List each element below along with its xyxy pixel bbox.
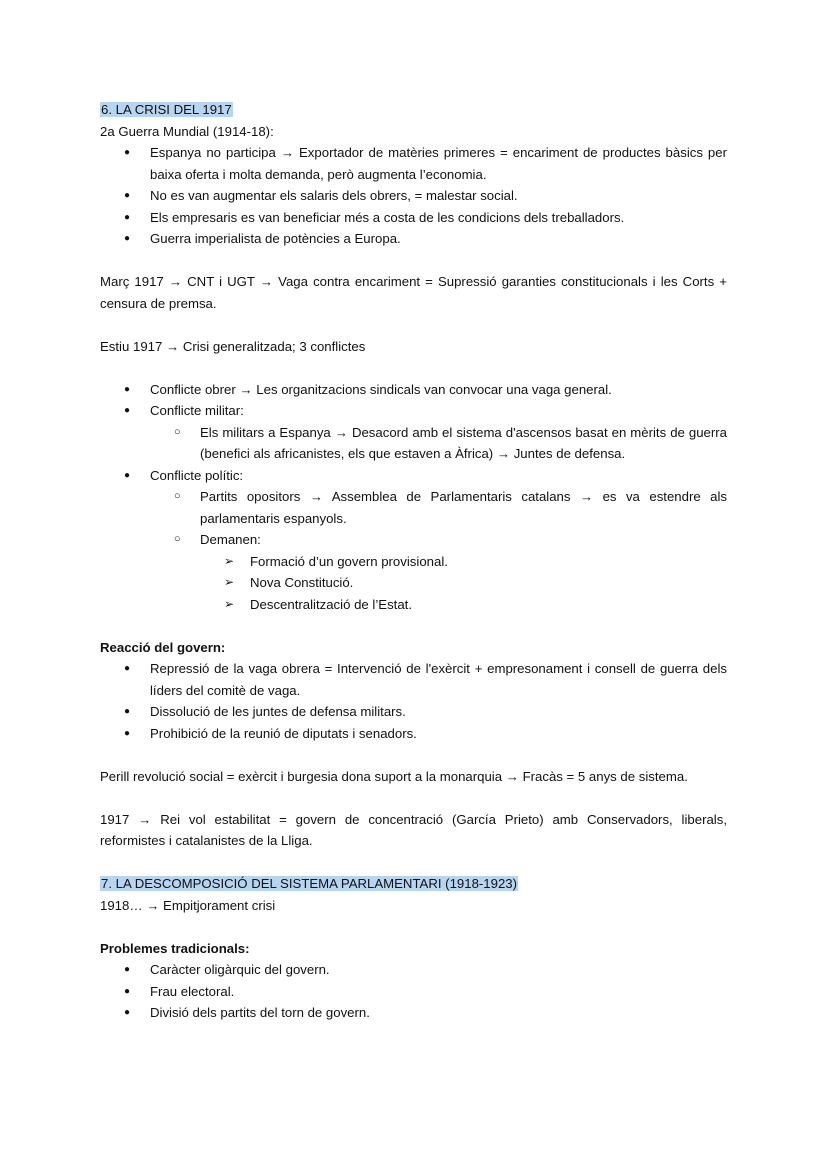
reaction-heading: Reacció del govern: <box>100 639 226 655</box>
section-6-title: 6. LA CRISI DEL 1917 <box>101 102 232 117</box>
list-item: ● Conflicte polític: <box>100 465 727 487</box>
list-item: ○ Partits opositors → Assemblea de Parlamentaris catalans → es va estendre als parlamentaris espanyols. <box>100 486 727 529</box>
section-6-heading <box>100 99 727 121</box>
bullet-icon: ● <box>124 727 131 739</box>
ww-intro: 2a Guerra Mundial (1914-18): <box>100 123 274 139</box>
list-item: ➢ Nova Constitució. <box>100 572 727 594</box>
crisis-intro: 1918… → Empitjorament crisi <box>100 897 276 913</box>
circle-bullet-icon: ○ <box>174 533 181 545</box>
conflicts-list-cont <box>100 465 727 487</box>
list-item: ● Espanya no participa → Exportador de matèries primeres = encariment de productes bàsics per baixa oferta i molta demanda, però augmenta l’economia. <box>100 142 727 185</box>
arrow-bullet-icon: ➢ <box>224 596 235 611</box>
reaction-list <box>100 658 727 744</box>
problems-heading: Problemes tradicionals: <box>100 940 250 956</box>
bullet-icon: ● <box>124 233 131 244</box>
list-item: ● Els empresaris es van beneficiar més a costa de les condicions dels treballadors. <box>100 207 727 229</box>
circle-bullet-icon: ○ <box>174 490 181 502</box>
arrow-bullet-icon: ➢ <box>224 575 235 589</box>
demands-list <box>100 551 727 616</box>
arrow-bullet-icon: ➢ <box>224 553 235 568</box>
list-item: ● Conflicte obrer → Les organitzacions sindicals van convocar una vaga general. <box>100 379 727 401</box>
list-item: ● Caràcter oligàrquic del govern. <box>100 959 727 981</box>
list-item: ● Guerra imperialista de potències a Europa. <box>100 228 727 250</box>
bullet-icon: ● <box>124 706 131 717</box>
ww-list <box>100 142 727 250</box>
conflicts-list <box>100 379 727 422</box>
bullet-icon: ● <box>124 469 131 481</box>
summer-1917-paragraph: Estiu 1917 → Crisi generalitzada; 3 conflictes <box>100 338 366 354</box>
bullet-icon: ● <box>124 405 131 416</box>
list-item: ● Divisió dels partits del torn de govern. <box>100 1002 727 1024</box>
danger-paragraph: Perill revolució social = exèrcit i burgesia dona suport a la monarquia → Fracàs = 5 anys de sistema. <box>100 768 688 784</box>
list-item: ● Repressió de la vaga obrera = Intervenció de l'exèrcit + empresonament i consell de guerra dels líders del comitè de vaga. <box>100 658 727 701</box>
bullet-icon: ● <box>124 964 131 975</box>
list-item: ➢ Formació d’un govern provisional. <box>100 551 727 573</box>
list-item: ● Conflicte militar: <box>100 400 727 422</box>
list-item: ● No es van augmentar els salaris dels obrers, = malestar social. <box>100 185 727 207</box>
list-item: ● Prohibició de la reunió de diputats i senadors. <box>100 723 727 745</box>
military-sublist <box>100 422 727 465</box>
document-content <box>100 99 727 1024</box>
section-7-heading <box>100 873 727 895</box>
bullet-icon: ● <box>124 663 131 674</box>
king-paragraph: 1917 → Rei vol estabilitat = govern de concentració (García Prieto) amb Conservadors, liberals, reformistes i catalanistes de la Lliga. <box>100 811 727 848</box>
list-item: ○ Demanen: <box>100 529 727 551</box>
bullet-icon: ● <box>124 383 131 395</box>
political-sublist <box>100 486 727 551</box>
list-item: ● Frau electoral. <box>100 981 727 1003</box>
march-1917-paragraph: Març 1917 → CNT i UGT → Vaga contra encariment = Supressió garanties constitucionals i les Corts + censura de premsa. <box>100 274 727 311</box>
bullet-icon: ● <box>124 147 131 158</box>
bullet-icon: ● <box>124 190 131 201</box>
bullet-icon: ● <box>124 1007 131 1018</box>
section-7-title: 7. LA DESCOMPOSICIÓ DEL SISTEMA PARLAMENTARI (1918-1923) <box>101 876 518 891</box>
list-item: ➢ Descentralització de l’Estat. <box>100 594 727 616</box>
list-item: ○ Els militars a Espanya → Desacord amb el sistema d'ascensos basat en mèrits de guerra (benefici als africanistes, els que estaven a Àfrica) → Juntes de defensa. <box>100 422 727 465</box>
problems-list <box>100 959 727 1024</box>
list-item: ● Dissolució de les juntes de defensa militars. <box>100 701 727 723</box>
bullet-icon: ● <box>124 211 131 223</box>
circle-bullet-icon: ○ <box>174 425 181 438</box>
bullet-icon: ● <box>124 985 131 997</box>
